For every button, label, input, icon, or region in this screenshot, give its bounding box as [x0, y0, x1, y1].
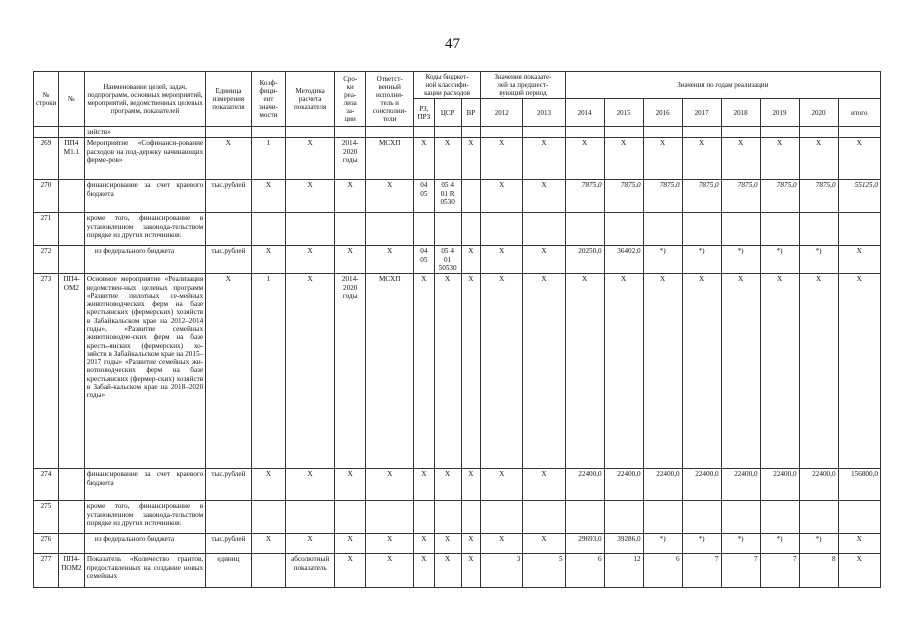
- unit-cell: [206, 213, 251, 246]
- year-value-cell: 6: [565, 554, 604, 588]
- year-value-cell: [604, 501, 643, 534]
- item-code-cell: [58, 213, 84, 246]
- total-cell: 55125,0: [838, 180, 880, 213]
- csr-cell: X: [434, 554, 461, 588]
- method-cell: X: [286, 180, 335, 213]
- year-value-cell: [760, 213, 799, 246]
- year-value-cell: X: [523, 138, 565, 180]
- total-cell: X: [838, 534, 880, 554]
- terms-cell: X: [335, 180, 366, 213]
- coefficient-cell: X: [251, 469, 286, 501]
- vr-cell: [461, 213, 481, 246]
- year-value-cell: [565, 213, 604, 246]
- coefficient-cell: [251, 501, 286, 534]
- responsible-cell: [366, 501, 414, 534]
- year-value-cell: X: [481, 138, 523, 180]
- header-csr: ЦСР: [434, 99, 461, 127]
- row-number-cell: 272: [34, 246, 59, 274]
- table-row: [34, 213, 881, 246]
- responsible-cell: X: [366, 554, 414, 588]
- row-number-cell: 273: [34, 274, 59, 469]
- item-code-cell: [58, 469, 84, 501]
- year-value-cell: [760, 501, 799, 534]
- year-value-cell: 22400,0: [565, 469, 604, 501]
- method-cell: X: [286, 138, 335, 180]
- csr-cell: 05 4 01 R 0530: [434, 180, 461, 213]
- coefficient-cell: 1: [251, 138, 286, 180]
- year-value-cell: 7: [760, 554, 799, 588]
- item-code-cell: ПП4- ОМ2: [58, 274, 84, 469]
- terms-cell: 2014- 2020 годы: [335, 138, 366, 180]
- year-value-cell: X: [799, 274, 838, 469]
- carry-over-row: [34, 127, 881, 138]
- header-method: Методика расчета показателя: [286, 72, 335, 127]
- header-number: №: [58, 72, 84, 127]
- year-value-cell: X: [481, 246, 523, 274]
- year-value-cell: X: [604, 138, 643, 180]
- terms-cell: [335, 213, 366, 246]
- item-name-cell: из федерального бюджета: [84, 534, 205, 554]
- unit-cell: единиц: [206, 554, 251, 588]
- total-cell: [838, 213, 880, 246]
- rz-cell: X: [414, 274, 435, 469]
- csr-cell: X: [434, 138, 461, 180]
- year-value-cell: X: [481, 274, 523, 469]
- method-cell: [286, 501, 335, 534]
- method-cell: X: [286, 274, 335, 469]
- csr-cell: [434, 501, 461, 534]
- year-value-cell: X: [760, 138, 799, 180]
- responsible-cell: X: [366, 246, 414, 274]
- header-previous-values: Значения показате- лей за предшест- вующий период: [481, 72, 565, 99]
- vr-cell: X: [461, 246, 481, 274]
- year-value-cell: [721, 213, 760, 246]
- rz-cell: 04 05: [414, 180, 435, 213]
- page-number: 47: [445, 36, 460, 52]
- vr-cell: X: [461, 138, 481, 180]
- total-cell: [838, 501, 880, 534]
- year-value-cell: 8: [799, 554, 838, 588]
- item-name-cell: из федерального бюджета: [84, 246, 205, 274]
- year-value-cell: [643, 213, 682, 246]
- year-value-cell: *): [643, 534, 682, 554]
- rz-cell: X: [414, 534, 435, 554]
- method-cell: [286, 213, 335, 246]
- item-name-cell: финансирование за счет краевого бюджета: [84, 469, 205, 501]
- table-row: [34, 274, 881, 469]
- year-value-cell: [604, 213, 643, 246]
- vr-cell: [461, 180, 481, 213]
- year-value-cell: *): [682, 534, 721, 554]
- method-cell: X: [286, 534, 335, 554]
- total-cell: X: [838, 274, 880, 469]
- row-number-cell: 269: [34, 138, 59, 180]
- year-value-cell: 12: [604, 554, 643, 588]
- year-value-cell: 39286,0: [604, 534, 643, 554]
- responsible-cell: [366, 213, 414, 246]
- year-value-cell: X: [799, 138, 838, 180]
- header-year: 2015: [604, 99, 643, 127]
- csr-cell: X: [434, 274, 461, 469]
- rz-cell: X: [414, 138, 435, 180]
- item-code-cell: [58, 534, 84, 554]
- year-value-cell: [682, 501, 721, 534]
- year-value-cell: *): [721, 534, 760, 554]
- terms-cell: X: [335, 246, 366, 274]
- year-value-cell: *): [760, 534, 799, 554]
- item-code-cell: ПП4 М1.1: [58, 138, 84, 180]
- year-value-cell: [799, 213, 838, 246]
- header-year: 2018: [721, 99, 760, 127]
- year-value-cell: [565, 501, 604, 534]
- header-year: 2019: [760, 99, 799, 127]
- year-value-cell: 29693,0: [565, 534, 604, 554]
- vr-cell: X: [461, 274, 481, 469]
- year-value-cell: 22400,0: [604, 469, 643, 501]
- year-value-cell: X: [604, 274, 643, 469]
- header-values-by-years: Значения по годам реализации: [565, 72, 880, 99]
- item-code-cell: [58, 501, 84, 534]
- vr-cell: [461, 501, 481, 534]
- year-value-cell: X: [721, 274, 760, 469]
- header-year: 2017: [682, 99, 721, 127]
- year-value-cell: *): [721, 246, 760, 274]
- item-name-cell: Показатель «Количество грантов, предоставленных на создание новых семейных: [84, 554, 205, 588]
- vr-cell: X: [461, 554, 481, 588]
- csr-cell: X: [434, 534, 461, 554]
- terms-cell: [335, 501, 366, 534]
- year-value-cell: X: [682, 138, 721, 180]
- coefficient-cell: [251, 554, 286, 588]
- table-row: [34, 501, 881, 534]
- year-value-cell: X: [523, 180, 565, 213]
- vr-cell: X: [461, 469, 481, 501]
- year-value-cell: 22400,0: [760, 469, 799, 501]
- year-value-cell: *): [760, 246, 799, 274]
- year-value-cell: X: [760, 274, 799, 469]
- rz-cell: X: [414, 469, 435, 501]
- header-rz: РЗ, ПРЗ: [414, 99, 435, 127]
- row-number-cell: 274: [34, 469, 59, 501]
- year-value-cell: X: [481, 534, 523, 554]
- year-value-cell: 7875,0: [760, 180, 799, 213]
- year-value-cell: 7: [682, 554, 721, 588]
- year-value-cell: [721, 501, 760, 534]
- header-vr: ВР: [461, 99, 481, 127]
- year-value-cell: 22400,0: [682, 469, 721, 501]
- responsible-cell: X: [366, 180, 414, 213]
- row-number-cell: 275: [34, 501, 59, 534]
- year-value-cell: X: [565, 138, 604, 180]
- table-row: [34, 138, 881, 180]
- year-value-cell: 20250,0: [565, 246, 604, 274]
- csr-cell: X: [434, 469, 461, 501]
- terms-cell: X: [335, 534, 366, 554]
- rz-cell: [414, 501, 435, 534]
- year-value-cell: X: [523, 534, 565, 554]
- rz-cell: 04 05: [414, 246, 435, 274]
- year-value-cell: [481, 213, 523, 246]
- table-row: [34, 554, 881, 588]
- table-row: [34, 534, 881, 554]
- vr-cell: X: [461, 534, 481, 554]
- coefficient-cell: 1: [251, 274, 286, 469]
- header-year: 2020: [799, 99, 838, 127]
- year-value-cell: 7875,0: [682, 180, 721, 213]
- item-name-cell: финансирование за счет краевого бюджета: [84, 180, 205, 213]
- total-cell: X: [838, 138, 880, 180]
- program-indicators-table: [33, 71, 881, 588]
- table-row: [34, 180, 881, 213]
- unit-cell: тыс.рублей: [206, 246, 251, 274]
- item-code-cell: [58, 246, 84, 274]
- rz-cell: X: [414, 554, 435, 588]
- coefficient-cell: X: [251, 246, 286, 274]
- total-cell: X: [838, 246, 880, 274]
- item-name-cell: кроме того, финансирование в установленном законода-тельством порядке из других источников:: [84, 501, 205, 534]
- header-year: 2014: [565, 99, 604, 127]
- year-value-cell: [799, 501, 838, 534]
- method-cell: X: [286, 469, 335, 501]
- year-value-cell: 7: [721, 554, 760, 588]
- year-value-cell: *): [799, 534, 838, 554]
- method-cell: абсолютный показатель: [286, 554, 335, 588]
- year-value-cell: *): [799, 246, 838, 274]
- unit-cell: тыс.рублей: [206, 534, 251, 554]
- unit-cell: X: [206, 138, 251, 180]
- table-row: [34, 246, 881, 274]
- year-value-cell: X: [643, 138, 682, 180]
- item-code-cell: [58, 180, 84, 213]
- row-number-cell: 271: [34, 213, 59, 246]
- year-value-cell: X: [523, 246, 565, 274]
- terms-cell: 2014- 2020 годы: [335, 274, 366, 469]
- year-value-cell: 6: [643, 554, 682, 588]
- header-year: 2013: [523, 99, 565, 127]
- year-value-cell: X: [721, 138, 760, 180]
- year-value-cell: [643, 501, 682, 534]
- unit-cell: тыс.рублей: [206, 180, 251, 213]
- year-value-cell: 36402,0: [604, 246, 643, 274]
- year-value-cell: 3: [481, 554, 523, 588]
- year-value-cell: 7875,0: [799, 180, 838, 213]
- year-value-cell: 22400,0: [799, 469, 838, 501]
- responsible-cell: X: [366, 534, 414, 554]
- year-value-cell: X: [481, 469, 523, 501]
- header-unit: Единица измерения показателя: [206, 72, 251, 127]
- year-value-cell: *): [682, 246, 721, 274]
- rz-cell: [414, 213, 435, 246]
- header-terms: Сро- ки реа- лиза за- ции: [335, 72, 366, 127]
- unit-cell: тыс.рублей: [206, 469, 251, 501]
- carry-over-text: зийств»: [84, 127, 205, 138]
- item-name-cell: Мероприятие «Софинанси-рование расходов на под-держку начинающих ферме-ров»: [84, 138, 205, 180]
- unit-cell: X: [206, 274, 251, 469]
- responsible-cell: X: [366, 469, 414, 501]
- year-value-cell: X: [682, 274, 721, 469]
- item-name-cell: кроме того, финансирование в установленном законода-тельством порядке из других источников:: [84, 213, 205, 246]
- item-name-cell: Основное мероприятие «Реализация ведомствен-ных целевых программ «Развитие пилотных се-мейных животноводческих ферм на базе крестьянских (фермерских) хозяйств в Забайкальском крае на 2012–2014 годы», «Развитие семейных животноводче-ских ферм на базе кресть-янских (фермерских) хо-зяйств в Забайкальском крае на 2015–2017 годы» «Развитие семейных жи-вотноводческих ферм на базе крестьянских (фермер-ских) хозяйств в Забай-кальском крае на 2018–2020 годы»: [84, 274, 205, 469]
- responsible-cell: МСХП: [366, 274, 414, 469]
- year-value-cell: 7875,0: [565, 180, 604, 213]
- csr-cell: 05 4 01 50530: [434, 246, 461, 274]
- header-year: 2016: [643, 99, 682, 127]
- year-value-cell: X: [565, 274, 604, 469]
- table-row: [34, 469, 881, 501]
- year-value-cell: X: [523, 274, 565, 469]
- header-row-number: № строки: [34, 72, 59, 127]
- year-value-cell: 7875,0: [721, 180, 760, 213]
- year-value-cell: *): [643, 246, 682, 274]
- total-cell: X: [838, 554, 880, 588]
- header-responsible: Ответст- венный исполни- тель и соисполни- тели: [366, 72, 414, 127]
- row-number-cell: 270: [34, 180, 59, 213]
- year-value-cell: [682, 213, 721, 246]
- row-number-cell: 276: [34, 534, 59, 554]
- year-value-cell: [481, 501, 523, 534]
- total-cell: 156800,0: [838, 469, 880, 501]
- year-value-cell: 7875,0: [643, 180, 682, 213]
- header-budget-codes: Коды бюджет- ной классифи- кации расходов: [414, 72, 481, 99]
- year-value-cell: X: [523, 469, 565, 501]
- header-year: 2012: [481, 99, 523, 127]
- item-code-cell: ПП4- ПОМ2: [58, 554, 84, 588]
- year-value-cell: 7875,0: [604, 180, 643, 213]
- coefficient-cell: X: [251, 534, 286, 554]
- year-value-cell: 5: [523, 554, 565, 588]
- header-total: итого: [838, 99, 880, 127]
- year-value-cell: 22400,0: [721, 469, 760, 501]
- terms-cell: X: [335, 554, 366, 588]
- year-value-cell: [523, 213, 565, 246]
- unit-cell: [206, 501, 251, 534]
- header-name: Наименование целей, задач, подпрограмм, основных мероприятий, мероприятий, ведомственных целевых программ, показателей: [84, 72, 205, 127]
- year-value-cell: X: [643, 274, 682, 469]
- year-value-cell: X: [481, 180, 523, 213]
- csr-cell: [434, 213, 461, 246]
- responsible-cell: МСХП: [366, 138, 414, 180]
- year-value-cell: 22400,0: [643, 469, 682, 501]
- terms-cell: X: [335, 469, 366, 501]
- coefficient-cell: [251, 213, 286, 246]
- header-coefficient: Коэф- фици- ент значи- мости: [251, 72, 286, 127]
- year-value-cell: [523, 501, 565, 534]
- method-cell: X: [286, 246, 335, 274]
- coefficient-cell: X: [251, 180, 286, 213]
- row-number-cell: 277: [34, 554, 59, 588]
